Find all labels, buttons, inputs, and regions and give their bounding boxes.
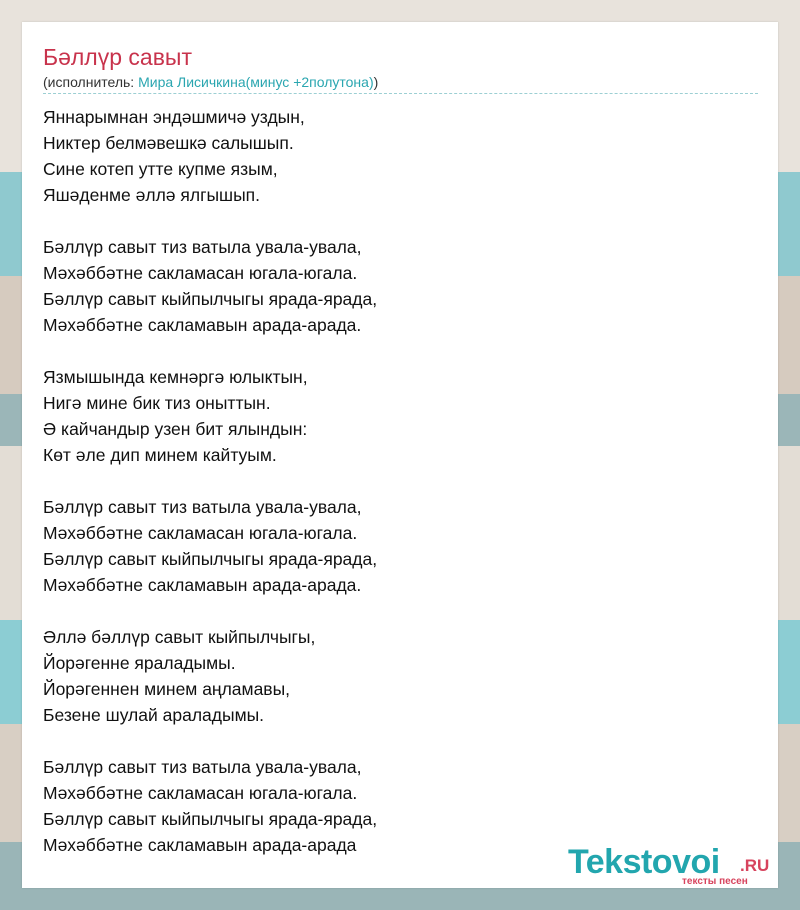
lyrics-line: Бәллүр савыт тиз ватыла увала-увала, — [43, 497, 362, 517]
lyrics-stanza — [43, 234, 758, 338]
lyrics-text — [43, 104, 758, 884]
lyrics-line: Мәхәббәтне сакламасан югала-югала. — [43, 263, 358, 283]
lyrics-line: Яннарымнан эндәшмичә уздын, — [43, 107, 305, 127]
lyrics-stanza — [43, 624, 758, 728]
lyrics-stanza — [43, 104, 758, 208]
lyrics-line: Мәхәббәтне сакламавын арада-арада. — [43, 315, 362, 335]
lyrics-card — [22, 22, 778, 888]
lyrics-line: Мәхәббәтне сакламасан югала-югала. — [43, 783, 358, 803]
lyrics-line: Бәллүр савыт тиз ватыла увала-увала, — [43, 237, 362, 257]
lyrics-line: Бәллүр савыт кыйпылчыгы ярада-ярада, — [43, 289, 378, 309]
lyrics-line: Бәллүр савыт кыйпылчыгы ярада-ярада, — [43, 549, 378, 569]
lyrics-line: Әллә бәллүр савыт кыйпылчыгы, — [43, 627, 316, 647]
lyrics-line: Бәллүр савыт тиз ватыла увала-увала, — [43, 757, 362, 777]
lyrics-stanza — [43, 364, 758, 468]
site-logo[interactable] — [568, 844, 778, 888]
lyrics-line: Мәхәббәтне сакламасан югала-югала. — [43, 523, 358, 543]
lyrics-line: Сине котеп утте купме язым, — [43, 159, 278, 179]
logo-tld: .RU — [740, 856, 770, 875]
lyrics-line: Мәхәббәтне сакламавын арада-арада — [43, 835, 357, 855]
logo-tagline: тексты песен — [682, 876, 748, 887]
song-title: Бәллүр савыт — [43, 44, 192, 70]
performer-suffix: ) — [373, 74, 379, 90]
lyrics-line: Көт әле дип минем кайтуым. — [43, 445, 277, 465]
lyrics-line: Язмышында кемнәргә юлыктын, — [43, 367, 308, 387]
lyrics-line: Йорәгенне яраладымы. — [43, 653, 236, 673]
performer-line — [43, 73, 758, 94]
lyrics-line: Ә кайчандыр узен бит ялындын: — [43, 419, 308, 439]
lyrics-stanza — [43, 494, 758, 598]
performer-link[interactable]: Мира Лисичкина(минус +2полутона) — [138, 74, 374, 90]
lyrics-line: Яшәденме әллә ялгышып. — [43, 185, 260, 205]
lyrics-line: Никтер белмәвешкә салышып. — [43, 133, 294, 153]
lyrics-line: Йорәгеннен минем аңламавы, — [43, 679, 291, 699]
lyrics-line: Мәхәббәтне сакламавын арада-арада. — [43, 575, 362, 595]
logo-name: Tekstovoi — [568, 843, 720, 881]
lyrics-line: Бәллүр савыт кыйпылчыгы ярада-ярада, — [43, 809, 378, 829]
lyrics-line: Безене шулай араладымы. — [43, 705, 265, 725]
lyrics-line: Нигә мине бик тиз оныттын. — [43, 393, 271, 413]
performer-prefix: (исполнитель: — [43, 74, 139, 90]
